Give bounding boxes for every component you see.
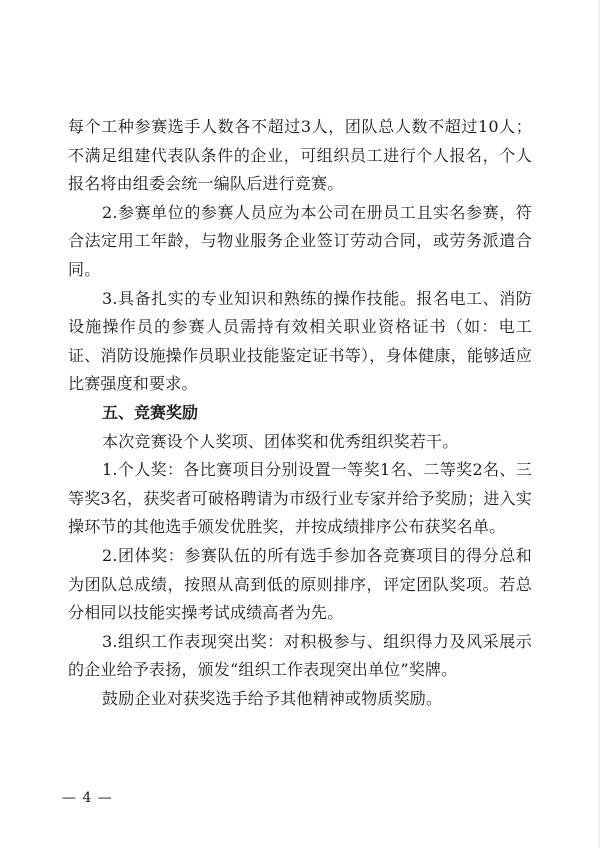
paragraph-awards-intro: 本次竞赛设个人奖项、团体奖和优秀组织奖若干。 [102, 431, 459, 451]
paragraph-individual-award: 1.个人奖：各比赛项目分别设置一等奖1名、二等奖2名、三等奖3名，获奖者可破格聘请为市级行业专家并给予奖励；进入实操环节的其他选手颁发优胜奖，并按成绩排序公布获奖名单。 [68, 460, 532, 537]
document-body [68, 113, 532, 713]
paragraph-requirement-3: 3.具备扎实的专业知识和熟练的操作技能。报名电工、消防设施操作员的参赛人员需持有效相关职业资格证书（如：电工证、消防设施操作员职业技能鉴定证书等），身体健康，能够适应比赛强度和要求。 [68, 288, 532, 394]
section-heading: 五、竞赛奖励 [102, 402, 199, 422]
paragraph-encouragement: 鼓励企业对获奖选手给予其他精神或物质奖励。 [102, 688, 443, 708]
paragraph-organization-award: 3.组织工作表现突出奖：对积极参与、组织得力及风采展示的企业给予表扬，颁发“组织工作表现突出单位”奖牌。 [68, 631, 532, 680]
page-number: — 4 — [62, 790, 113, 806]
paragraph-team-award: 2.团体奖：参赛队伍的所有选手参加各竞赛项目的得分总和为团队总成绩，按照从高到低的原则排序，评定团队奖项。若总分相同以技能实操考试成绩高者为先。 [68, 545, 532, 623]
paragraph-continuation: 每个工种参赛选手人数各不超过3人，团队总人数不超过10人；不满足组建代表队条件的企业，可组织员工进行个人报名，个人报名将由组委会统一编队后进行竞赛。 [68, 117, 532, 194]
paragraph-requirement-2: 2.参赛单位的参赛人员应为本公司在册员工且实名参赛，符合法定用工年龄，与物业服务企业签订劳动合同，或劳务派遣合同。 [68, 202, 532, 279]
